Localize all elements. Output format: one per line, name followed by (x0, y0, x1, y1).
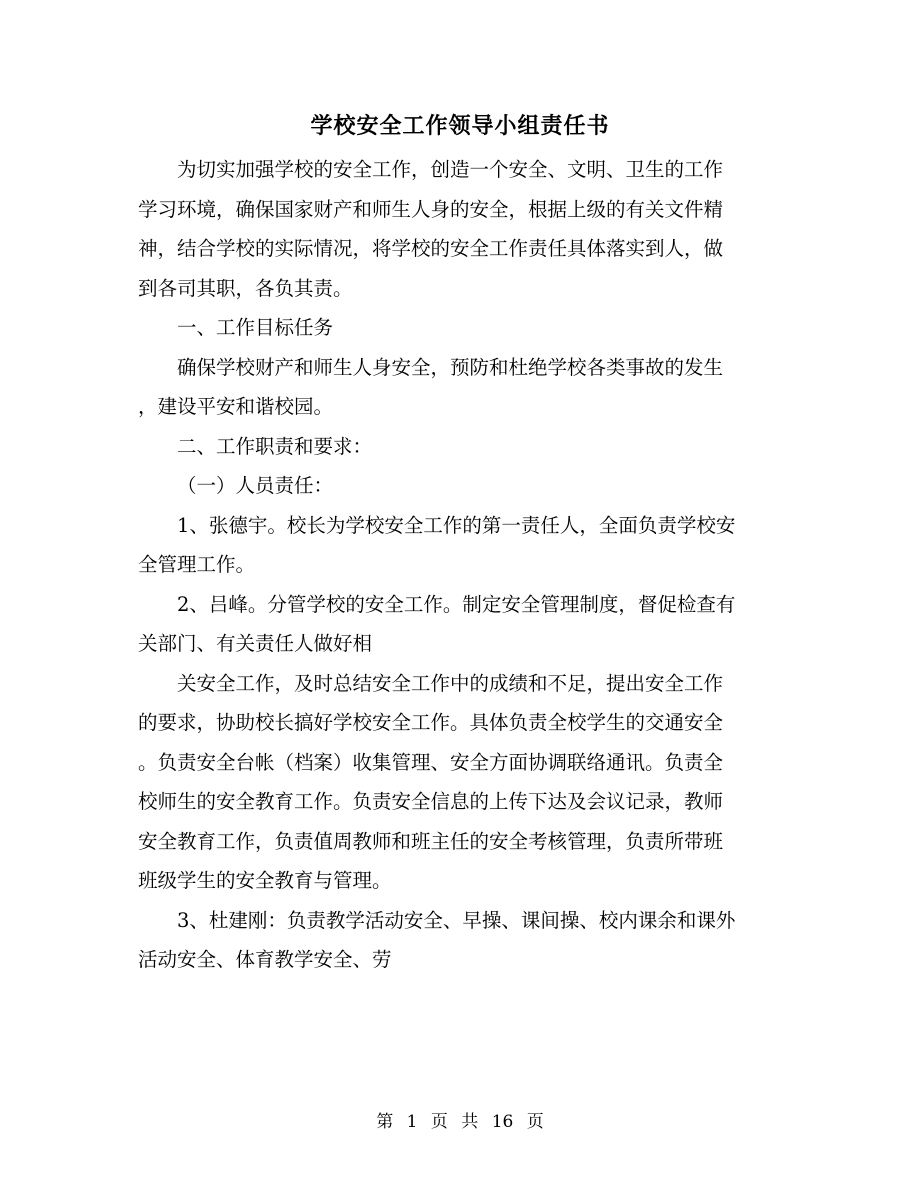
text-line: 3、杜建刚：负责教学活动安全、早操、课间操、校内课余和课外 (177, 908, 736, 932)
text-line: 关安全工作，及时总结安全工作中的成绩和不足，提出安全工作 (177, 671, 724, 695)
text-line: 到各司其职，各负其责。 (138, 276, 353, 300)
document-title: 学校安全工作领导小组责任书 (310, 113, 610, 139)
text-line: 活动安全、体育教学安全、劳 (138, 948, 392, 971)
text-line: ，建设平安和谐校园。 (138, 395, 334, 418)
text-line: 。负责安全台帐（档案）收集管理、安全方面协调联络通讯。负责全 (138, 750, 724, 774)
text-line: 确保学校财产和师生人身安全，预防和杜绝学校各类事故的发生 (177, 355, 724, 379)
text-line: 1、张德宇。校长为学校安全工作的第一责任人，全面负责学校安 (177, 513, 736, 537)
text-line: 的要求，协助校长搞好学校安全工作。具体负责全校学生的交通安全 (138, 711, 724, 734)
text-line: 2、吕峰。分管学校的安全工作。制定安全管理制度，督促检查有 (177, 592, 736, 616)
text-line: 全管理工作。 (138, 553, 256, 576)
document-body (138, 150, 784, 980)
text-line: 二、工作职责和要求： (177, 434, 373, 458)
text-line: （一）人员责任： (177, 474, 334, 497)
text-line: 关部门、有关责任人做好相 (138, 632, 373, 655)
text-line: 安全教育工作，负责值周教师和班主任的安全考核管理，负责所带班 (138, 829, 724, 853)
text-line: 班级学生的安全教育与管理。 (138, 869, 392, 892)
text-line: 校师生的安全教育工作。负责安全信息的上传下达及会议记录，教师 (138, 790, 724, 813)
text-line: 为切实加强学校的安全工作，创造一个安全、文明、卫生的工作 (177, 158, 724, 181)
text-line: 神，结合学校的实际情况，将学校的安全工作责任具体落实到人，做 (138, 237, 724, 260)
page-number: 第 1 页 共 16 页 (376, 1112, 544, 1132)
text-line: 一、工作目标任务 (177, 316, 334, 339)
text-line: 学习环境，确保国家财产和师生人身的安全，根据上级的有关文件精 (138, 197, 724, 221)
